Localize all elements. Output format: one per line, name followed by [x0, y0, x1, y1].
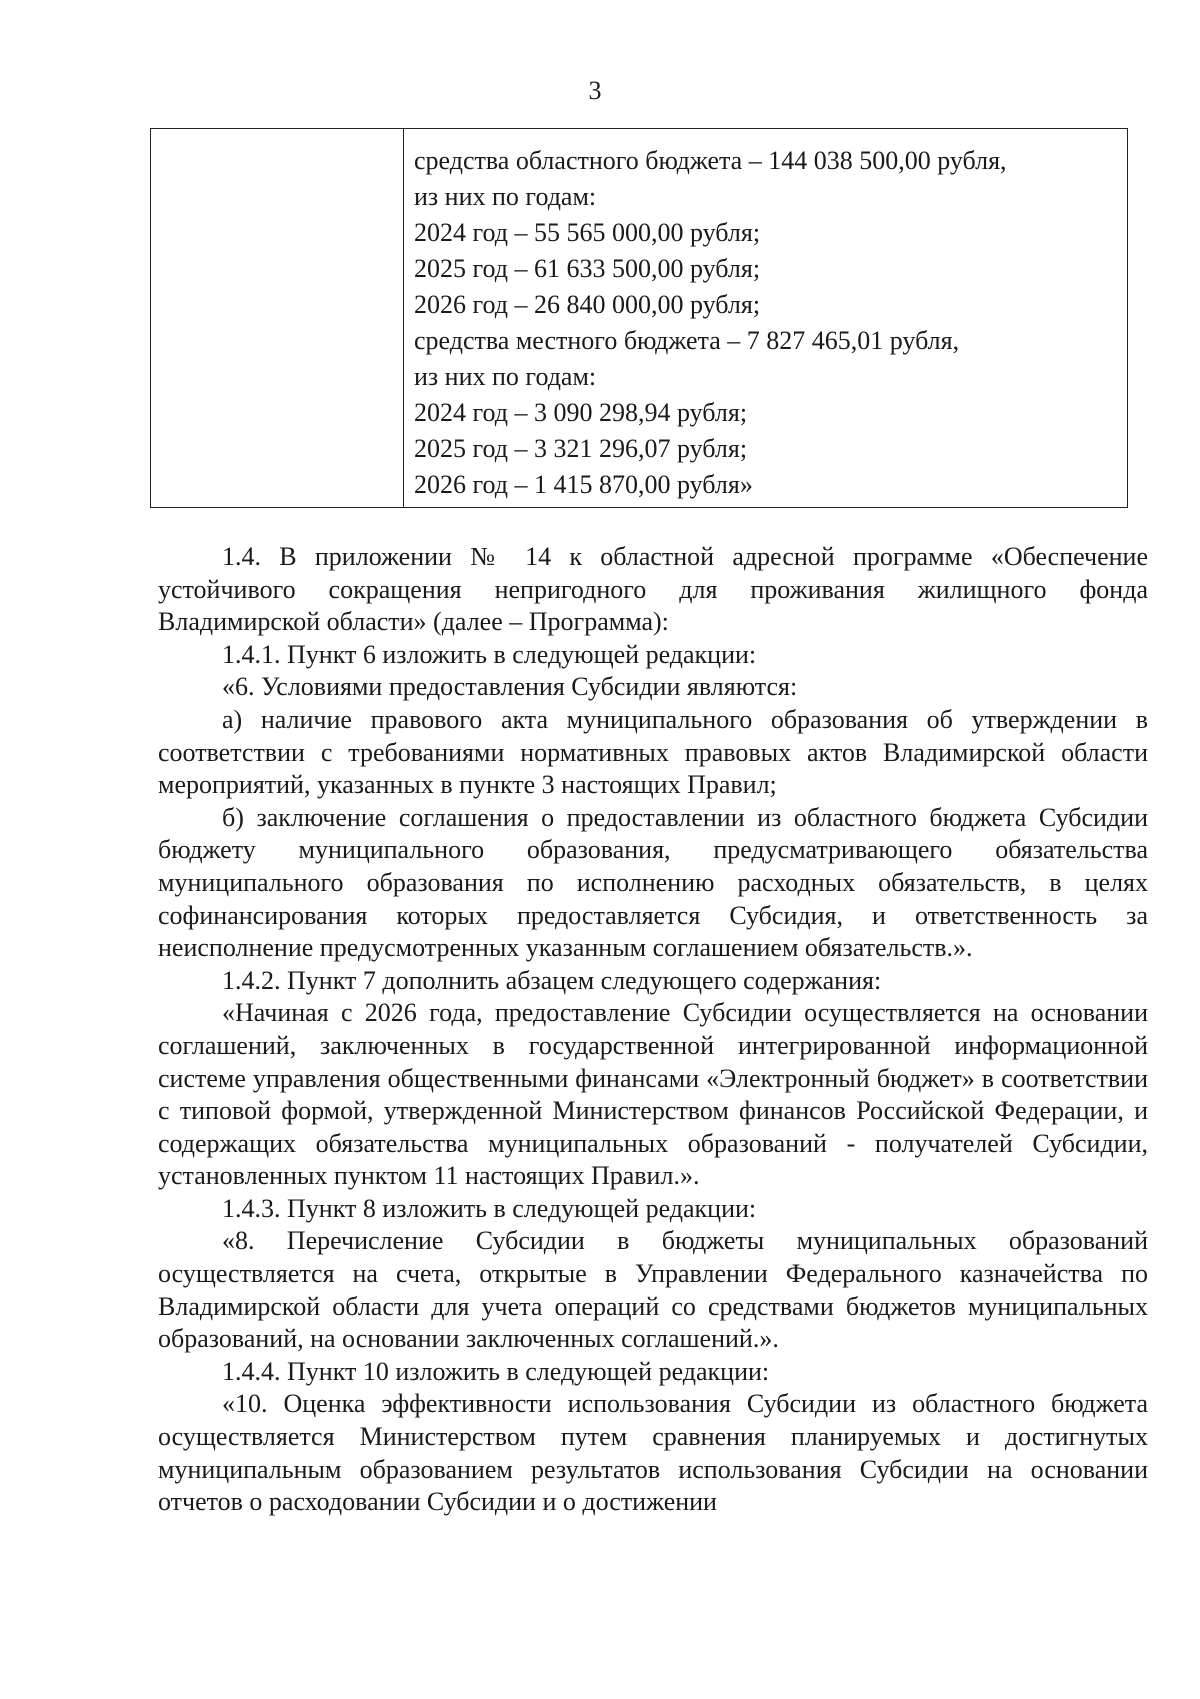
page-number: 3 — [588, 76, 602, 105]
paragraph-1-4-1: 1.4.1. Пункт 6 изложить в следующей редакции: — [222, 639, 757, 669]
paragraph-item-6b: б) заключение соглашения о предоставлении из областного бюджета Субсидии бюджету муниципального образования, предусматривающего обязательства муниципального образования по исполнению расходных обязательств, в целях софинансирования которых предоставляется Субсидия, и ответственность за неисполнение предусмотренных указанным соглашением обязательств.». — [158, 802, 1148, 963]
paragraph-1-4-2: 1.4.2. Пункт 7 дополнить абзацем следующего содержания: — [222, 965, 882, 995]
table-line: средства местного бюджета – 7 827 465,01 рубля, — [414, 326, 960, 355]
table-line: из них по годам: — [414, 182, 597, 211]
table-line: 2024 год – 3 090 298,94 рубля; — [414, 398, 748, 427]
table-line: средства областного бюджета – 144 038 500,00 рубля, — [414, 146, 1007, 175]
table-line: 2024 год – 55 565 000,00 рубля; — [414, 218, 761, 247]
paragraph-item-7-addition: «Начиная с 2026 года, предоставление Субсидии осуществляется на основании соглашений, заключенных в государственной интегрированной информационной системе управления общественными финансами «Электронный бюджет» в соответствии с типовой формой, утвержденной Министерством финансов Российской Федерации, и содержащих обязательства муниципальных образований - получателей Субсидии, установленных пунктом 11 настоящих Правил.». — [158, 998, 1148, 1191]
table-line: 2025 год – 3 321 296,07 рубля; — [414, 434, 748, 463]
paragraph-item-6a: а) наличие правового акта муниципального образования об утверждении в соответствии с требованиями нормативных правовых актов Владимирской области мероприятий, указанных в пункте 3 настоящих Правил; — [158, 704, 1148, 800]
paragraph-item-6: «6. Условиями предоставления Субсидии являются: — [222, 672, 798, 702]
paragraph-1-4-3: 1.4.3. Пункт 8 изложить в следующей редакции: — [222, 1193, 757, 1223]
table-line: 2025 год – 61 633 500,00 рубля; — [414, 254, 761, 283]
paragraph-item-8: «8. Перечисление Субсидии в бюджеты муниципальных образований осуществляется на счета, открытые в Управлении Федерального казначейства по Владимирской области для учета операций со средствами бюджетов муниципальных образований, на основании заключенных соглашений.». — [158, 1226, 1148, 1354]
budget-table — [150, 128, 1128, 508]
table-line: 2026 год – 1 415 870,00 рубля» — [414, 470, 753, 499]
document-body — [158, 541, 1148, 1519]
paragraph-item-10: «10. Оценка эффективности использования Субсидии из областного бюджета осуществляется Министерством путем сравнения планируемых и достигнутых муниципальным образованием результатов использования Субсидии на основании отчетов о расходовании Субсидии и о достижении — [158, 1389, 1148, 1517]
table-line: из них по годам: — [414, 362, 597, 391]
table-right-cell — [404, 129, 1127, 507]
paragraph-1-4: 1.4. В приложении № 14 к областной адресной программе «Обеспечение устойчивого сокращения непригодного для проживания жилищного фонда Владимирской области» (далее – Программа): — [158, 542, 1148, 637]
table-left-cell — [151, 129, 404, 507]
paragraph-1-4-4: 1.4.4. Пункт 10 изложить в следующей редакции: — [222, 1356, 770, 1386]
table-line: 2026 год – 26 840 000,00 рубля; — [414, 290, 761, 319]
